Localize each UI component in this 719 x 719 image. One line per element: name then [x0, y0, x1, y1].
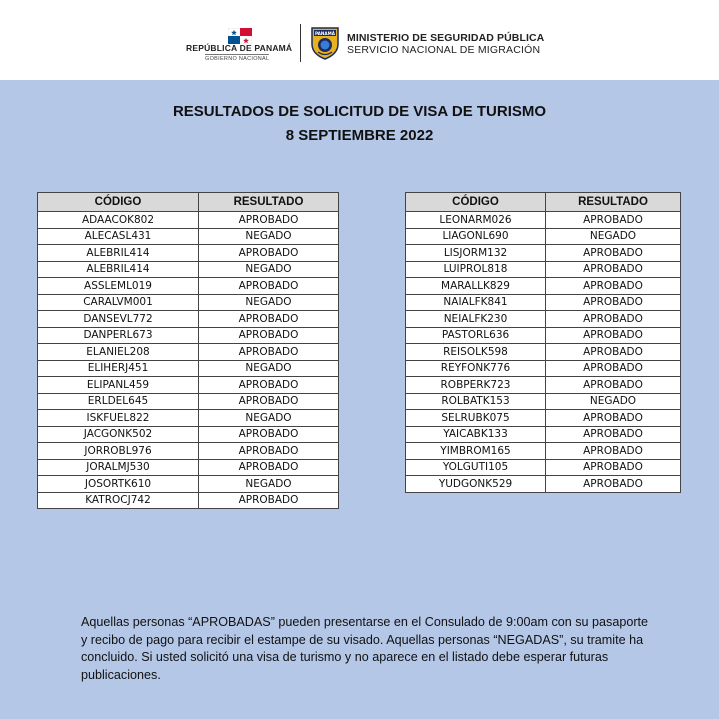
column-header-code: CÓDIGO — [406, 193, 546, 212]
table-row — [406, 327, 681, 344]
result-cell: APROBADO — [199, 377, 339, 394]
result-cell: NEGADO — [199, 294, 339, 311]
table-row — [406, 459, 681, 476]
code-cell: ALEBRIL414 — [38, 261, 199, 278]
table-row — [38, 311, 339, 328]
code-cell: YAICABK133 — [406, 426, 546, 443]
result-cell: APROBADO — [546, 212, 681, 229]
table-row — [406, 377, 681, 394]
result-cell: APROBADO — [199, 278, 339, 295]
result-cell: NEGADO — [199, 228, 339, 245]
table-row — [406, 426, 681, 443]
table-row — [406, 212, 681, 229]
column-header-result: RESULTADO — [546, 193, 681, 212]
code-cell: ELIPANL459 — [38, 377, 199, 394]
table-row — [38, 393, 339, 410]
table-row — [38, 492, 339, 509]
result-cell: NEGADO — [199, 360, 339, 377]
header-divider — [300, 24, 301, 62]
table-row — [38, 443, 339, 460]
result-cell: APROBADO — [546, 311, 681, 328]
code-cell: JORROBL976 — [38, 443, 199, 460]
code-cell: NEIALFK230 — [406, 311, 546, 328]
result-cell: APROBADO — [546, 278, 681, 295]
code-cell: ROBPERK723 — [406, 377, 546, 394]
table-row — [406, 443, 681, 460]
code-cell: ROLBATK153 — [406, 393, 546, 410]
result-cell: NEGADO — [199, 261, 339, 278]
result-cell: APROBADO — [199, 245, 339, 262]
code-cell: LIAGONL690 — [406, 228, 546, 245]
table-row — [406, 294, 681, 311]
table-row — [38, 327, 339, 344]
table-row — [406, 245, 681, 262]
column-header-result: RESULTADO — [199, 193, 339, 212]
code-cell: YUDGONK529 — [406, 476, 546, 493]
code-cell: ADAACOK802 — [38, 212, 199, 229]
code-cell: ELIHERJ451 — [38, 360, 199, 377]
code-cell: JOSORTK610 — [38, 476, 199, 493]
result-cell: APROBADO — [546, 410, 681, 427]
code-cell: LEONARM026 — [406, 212, 546, 229]
result-cell: NEGADO — [199, 410, 339, 427]
crest-text: PANAMÁ — [314, 31, 336, 36]
table-row — [406, 393, 681, 410]
footer-notice: Aquellas personas “APROBADAS” pueden presentarse en el Consulado de 9:00am con su pasaporte y recibo de pago para recibir el estampe de su visado. Aquellas personas “NEGADAS”, su tramite ha concluido. Si usted solicitó una visa de turismo y no aparece en el listado debe esperar futuras publicaciones. — [81, 615, 649, 682]
code-cell: ISKFUEL822 — [38, 410, 199, 427]
result-cell: APROBADO — [546, 294, 681, 311]
result-cell: APROBADO — [199, 443, 339, 460]
result-cell: APROBADO — [199, 426, 339, 443]
code-cell: LISJORM132 — [406, 245, 546, 262]
results-table-right — [405, 192, 681, 493]
code-cell: JACGONK502 — [38, 426, 199, 443]
table-row — [406, 228, 681, 245]
result-cell: APROBADO — [546, 261, 681, 278]
result-cell: APROBADO — [546, 476, 681, 493]
result-cell: NEGADO — [199, 476, 339, 493]
code-cell: REYFONK776 — [406, 360, 546, 377]
code-cell: ALECASL431 — [38, 228, 199, 245]
result-cell: APROBADO — [546, 245, 681, 262]
table-row — [406, 476, 681, 493]
column-header-code: CÓDIGO — [38, 193, 199, 212]
table-row — [38, 294, 339, 311]
result-cell: APROBADO — [199, 327, 339, 344]
result-cell: APROBADO — [199, 393, 339, 410]
code-cell: SELRUBK075 — [406, 410, 546, 427]
code-cell: DANSEVL772 — [38, 311, 199, 328]
table-row — [38, 245, 339, 262]
result-cell: APROBADO — [546, 426, 681, 443]
table-row — [38, 410, 339, 427]
result-cell: APROBADO — [199, 492, 339, 509]
result-cell: APROBADO — [199, 311, 339, 328]
table-header-row — [406, 193, 681, 212]
ministry-name: MINISTERIO DE SEGURIDAD PÚBLICA — [347, 32, 545, 44]
code-cell: KATROCJ742 — [38, 492, 199, 509]
table-row — [38, 459, 339, 476]
table-row — [406, 311, 681, 328]
ministry-subtitle: SERVICIO NACIONAL DE MIGRACIÓN — [347, 44, 541, 56]
table-row — [406, 360, 681, 377]
migration-crest-icon — [310, 26, 340, 60]
table-row — [406, 410, 681, 427]
code-cell: YOLGUTI105 — [406, 459, 546, 476]
result-cell: APROBADO — [199, 212, 339, 229]
result-cell: APROBADO — [546, 459, 681, 476]
result-cell: APROBADO — [546, 344, 681, 361]
table-row — [38, 377, 339, 394]
table-row — [38, 360, 339, 377]
code-cell: LUIPROL818 — [406, 261, 546, 278]
code-cell: REISOLK598 — [406, 344, 546, 361]
results-table-left — [37, 192, 339, 509]
table-row — [38, 278, 339, 295]
table-row — [406, 278, 681, 295]
table-row — [406, 261, 681, 278]
code-cell: CARALVM001 — [38, 294, 199, 311]
table-row — [38, 426, 339, 443]
code-cell: ERLDEL645 — [38, 393, 199, 410]
result-cell: APROBADO — [546, 327, 681, 344]
page-title: RESULTADOS DE SOLICITUD DE VISA DE TURISMO — [172, 103, 547, 120]
result-cell: NEGADO — [546, 228, 681, 245]
table-row — [38, 344, 339, 361]
table-row — [38, 476, 339, 493]
result-cell: APROBADO — [199, 344, 339, 361]
result-cell: APROBADO — [546, 377, 681, 394]
result-cell: NEGADO — [546, 393, 681, 410]
code-cell: ALEBRIL414 — [38, 245, 199, 262]
table-row — [38, 212, 339, 229]
panama-flag-icon — [228, 28, 252, 44]
result-cell: APROBADO — [199, 459, 339, 476]
code-cell: ELANIEL208 — [38, 344, 199, 361]
table-row — [38, 261, 339, 278]
page-header — [0, 0, 719, 80]
result-cell: APROBADO — [546, 443, 681, 460]
code-cell: NAIALFK841 — [406, 294, 546, 311]
page-date: 8 SEPTIEMBRE 2022 — [285, 127, 434, 144]
republic-subtitle: GOBIERNO NACIONAL — [205, 56, 270, 62]
code-cell: DANPERL673 — [38, 327, 199, 344]
table-row — [38, 228, 339, 245]
code-cell: JORALMJ530 — [38, 459, 199, 476]
republic-name: REPÚBLICA DE PANAMÁ — [186, 43, 293, 53]
code-cell: ASSLEML019 — [38, 278, 199, 295]
code-cell: YIMBROM165 — [406, 443, 546, 460]
table-header-row — [38, 193, 339, 212]
table-row — [406, 344, 681, 361]
result-cell: APROBADO — [546, 360, 681, 377]
code-cell: MARALLK829 — [406, 278, 546, 295]
code-cell: PASTORL636 — [406, 327, 546, 344]
